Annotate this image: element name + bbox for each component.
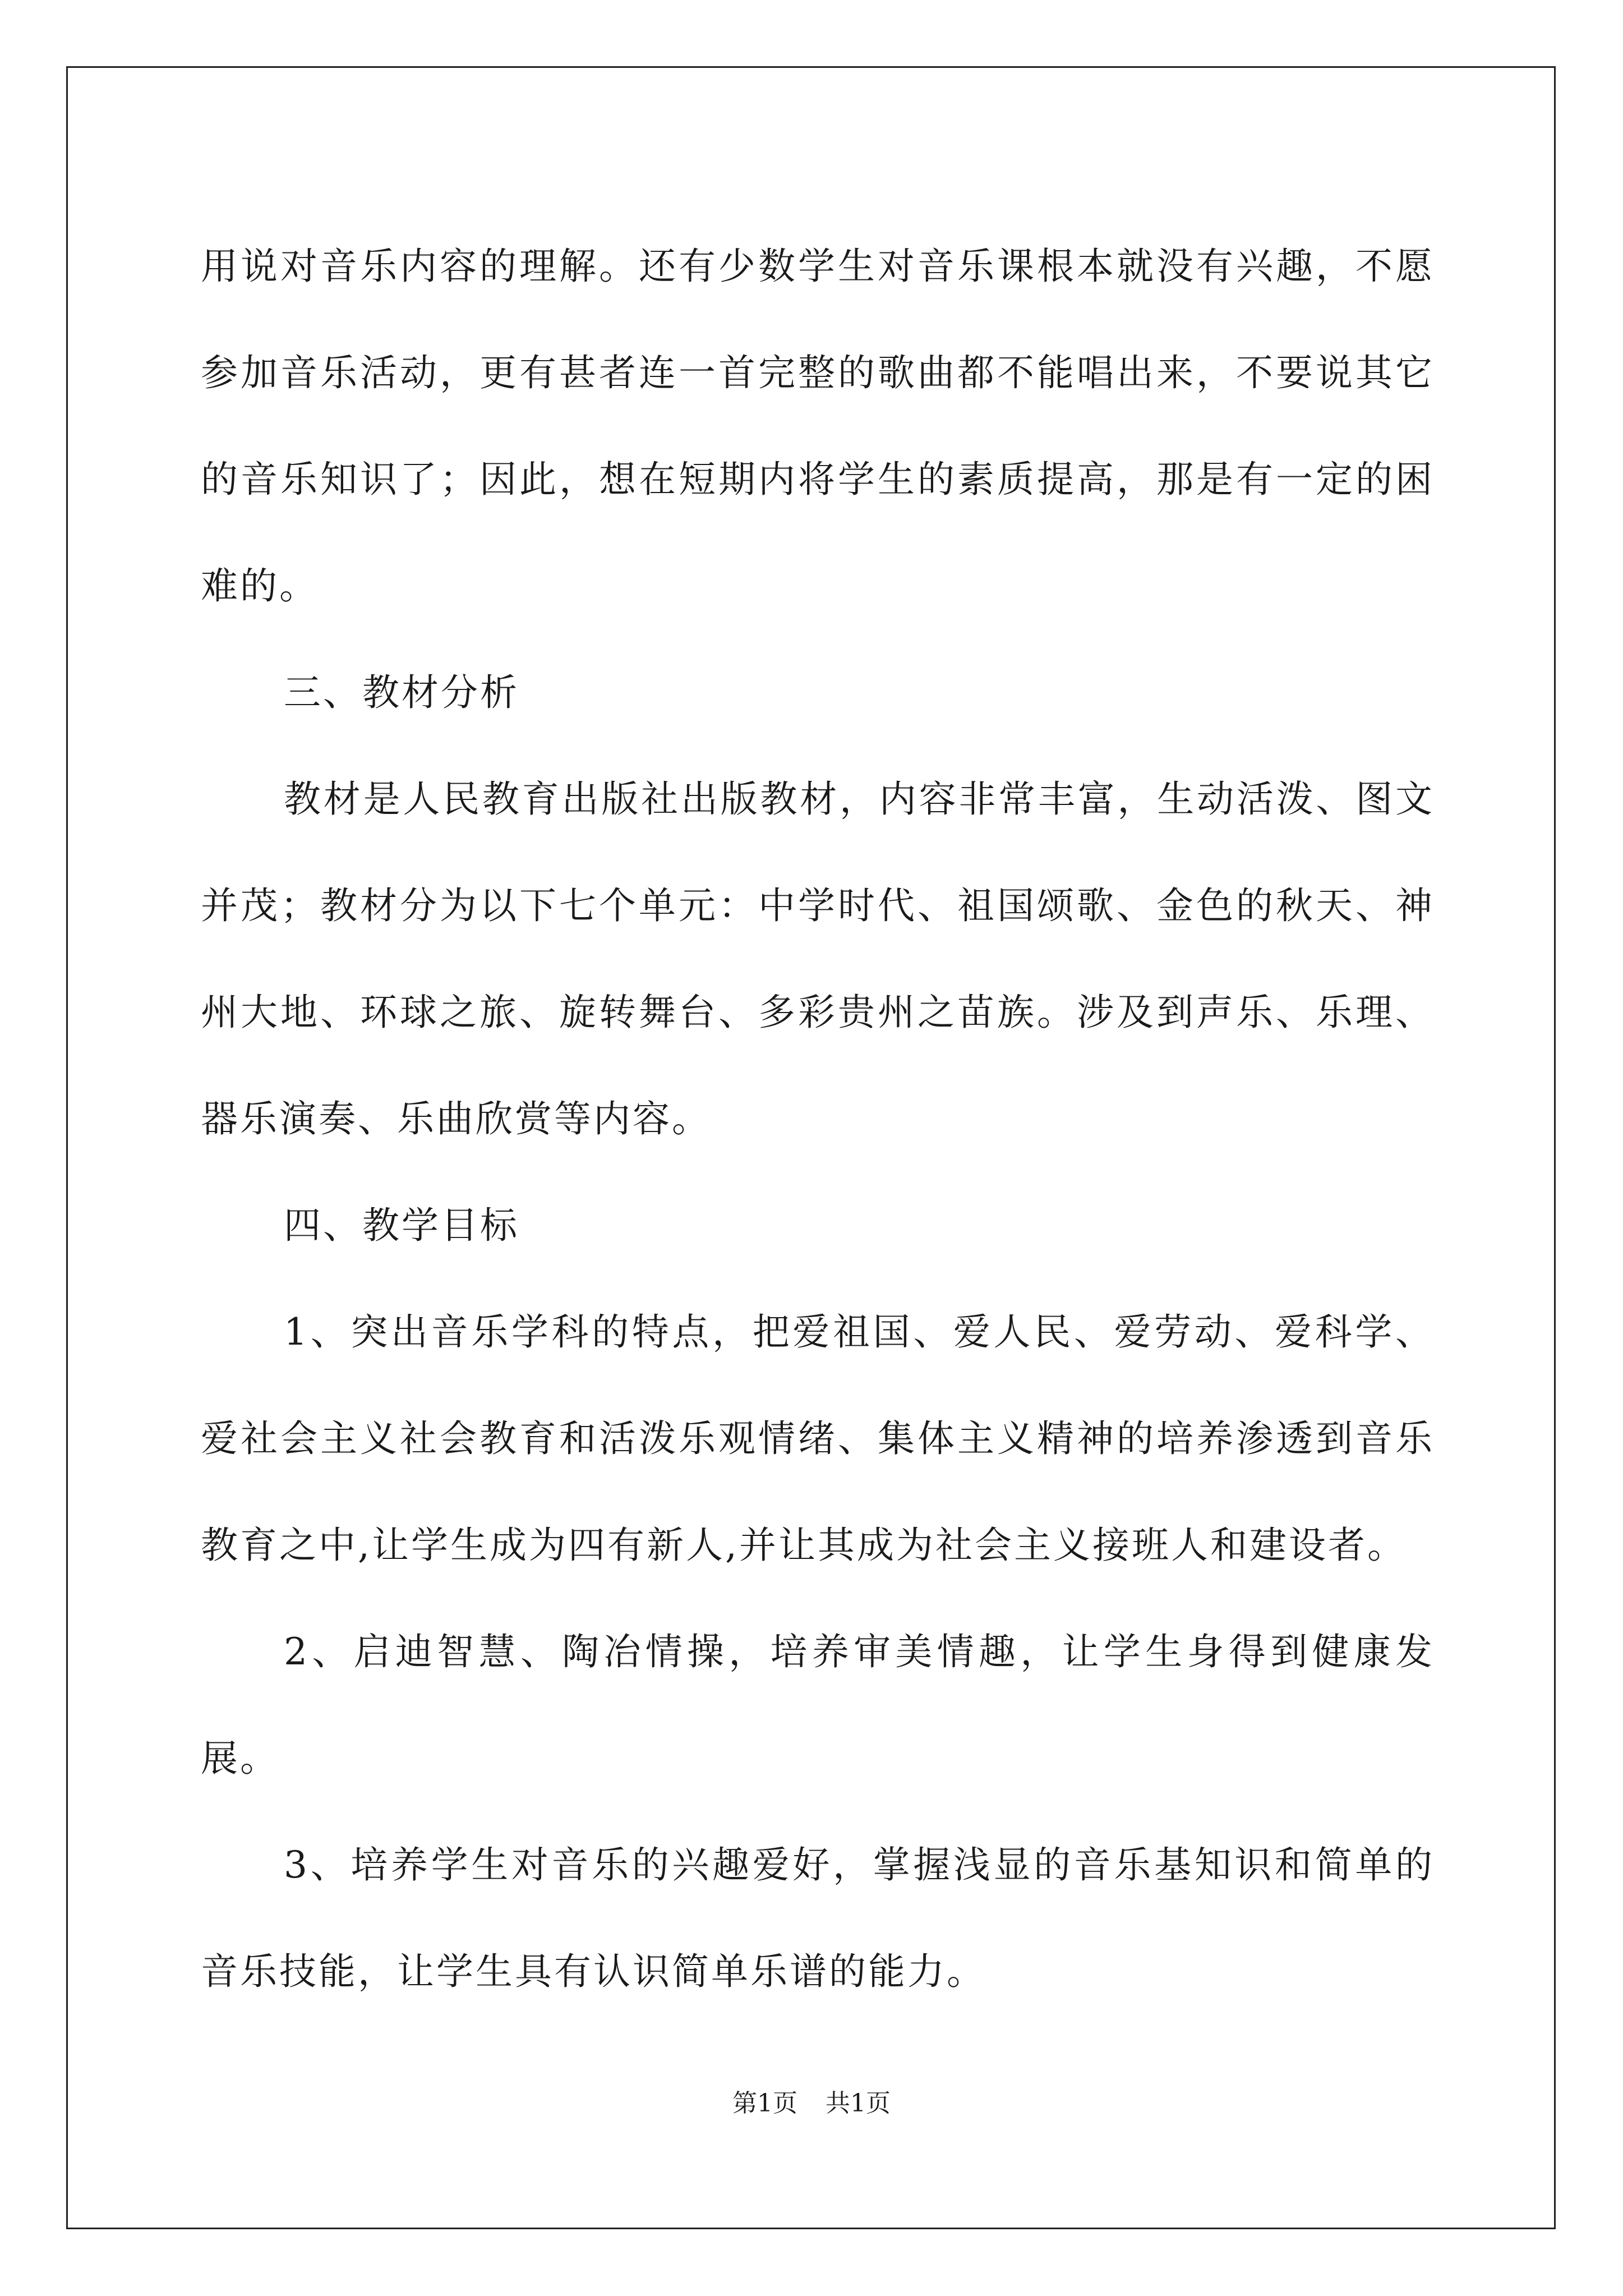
goal-item-2: 2、启迪智慧、陶冶情操，培养审美情趣，让学生身得到健康发展。 — [201, 1630, 1435, 1780]
section-heading-textbook-analysis: 三、教材分析 — [284, 671, 519, 714]
goal-item-1: 1、突出音乐学科的特点，把爱祖国、爱人民、爱劳动、爱科学、爱社会主义社会教育和活泼乐观情绪、集体主义精神的培养渗透到音乐教育之中,让学生成为四有新人,并让其成为社会主义接班人和建设者。 — [201, 1310, 1435, 1567]
page-number: 第1页 — [732, 2089, 797, 2118]
goal-item-3: 3、培养学生对音乐的兴趣爱好，掌握浅显的音乐基知识和简单的音乐技能，让学生具有认识简单乐谱的能力。 — [201, 1843, 1435, 1993]
page-footer — [0, 2087, 1623, 2120]
paragraph-textbook-description: 教材是人民教育出版社出版教材，内容非常丰富，生动活泼、图文并茂；教材分为以下七个单元：中学时代、祖国颂歌、金色的秋天、神州大地、环球之旅、旋转舞台、多彩贵州之苗族。涉及到声乐、乐理、器乐演奏、乐曲欣赏等内容。 — [201, 777, 1435, 1140]
paragraph-continuation: 用说对音乐内容的理解。还有少数学生对音乐课根本就没有兴趣，不愿参加音乐活动，更有甚者连一首完整的歌曲都不能唱出来，不要说其它的音乐知识了；因此，想在短期内将学生的素质提高，那是有一定的困难的。 — [201, 245, 1435, 608]
page-total: 共1页 — [826, 2089, 891, 2118]
document-body — [201, 213, 1435, 2025]
section-heading-teaching-goals: 四、教学目标 — [284, 1204, 519, 1247]
